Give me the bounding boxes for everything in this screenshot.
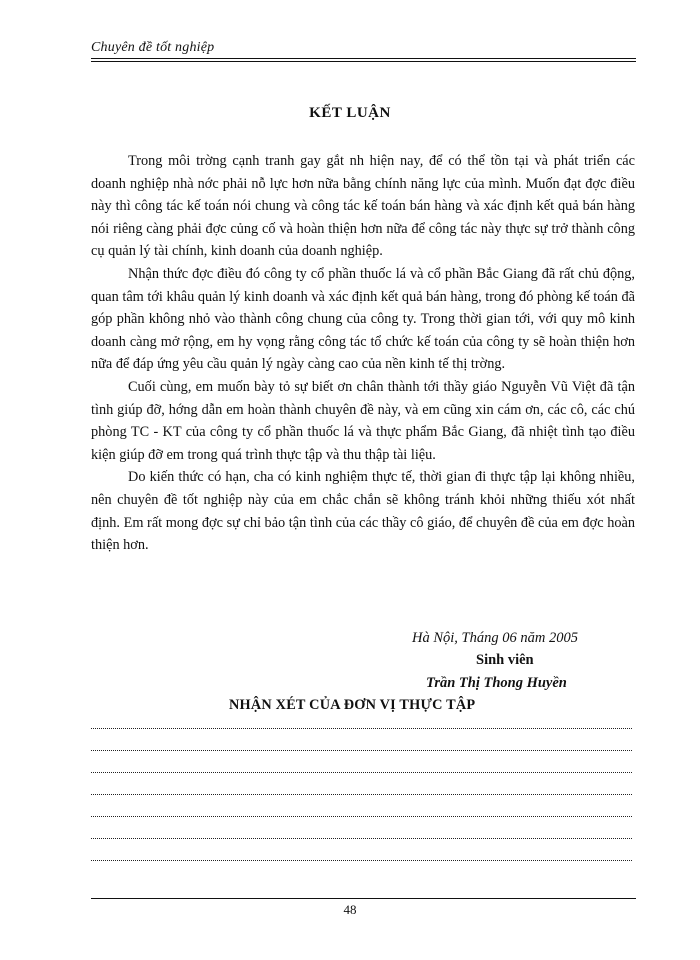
header-rule-thick (91, 58, 636, 59)
header-title: Chuyên đề tốt nghiệp (91, 40, 215, 55)
signature-role: Sinh viên (476, 652, 534, 668)
paragraph-2: Nhận thức đợc điều đó công ty cổ phần thuốc lá và cổ phần Bắc Giang đã rất chủ động, quan tâm tới khâu quản lý kinh doanh và xác định kết quả bán hàng, trong đó phòng kế toán đã góp phần không nhỏ vào thành công chung của công ty. Trong thời gian tới, với quy mô kinh doanh càng mở rộng, em hy vọng rằng công tác tổ chức kế toán của công ty sẽ hoàn thiện hơn nữa để đáp ứng yêu cầu quản lý ngày càng cao của nền kinh tế thị trờng. (91, 265, 635, 373)
remarks-dotted-line (91, 750, 632, 751)
remarks-dotted-line (91, 772, 632, 773)
remarks-dotted-line (91, 816, 632, 817)
page-header (91, 40, 636, 62)
signature-name: Trần Thị Thong Huyền (426, 675, 567, 691)
page-number: 48 (343, 902, 357, 917)
remarks-dotted-line (91, 728, 632, 729)
remarks-dotted-line (91, 794, 632, 795)
conclusion-body (91, 150, 635, 557)
footer-rule (91, 898, 636, 899)
header-rule-thin (91, 61, 636, 62)
remarks-title: NHẬN XÉT CỦA ĐƠN VỊ THỰC TẬP (229, 697, 476, 713)
paragraph-4: Do kiến thức có hạn, cha có kinh nghiệm thực tế, thời gian đi thực tập lại không nhiều, nên chuyên đề tốt nghiệp này của em chắc chắn sẽ không tránh khỏi những thiếu xót nhất định. Em rất mong đợc sự chỉ bảo tận tình của các thầy cô giáo, để chuyên đề của em đợc hoàn thiện hơn. (91, 469, 635, 554)
paragraph-3: Cuối cùng, em muốn bày tỏ sự biết ơn chân thành tới thầy giáo Nguyễn Vũ Việt đã tận tình giúp đỡ, hớng dẫn em hoàn thành chuyên đề này, và em cũng xin cám ơn, các cô, các chú phòng TC - KT của công ty cổ phần thuốc lá và thực phẩm Bắc Giang, đã nhiệt tình tạo điều kiện giúp đỡ em trong quá trình thực tập và thu thập tài liệu. (91, 378, 635, 463)
signature-place-date: Hà Nội, Tháng 06 năm 2005 (412, 630, 578, 646)
section-title: KẾT LUẬN (309, 105, 391, 121)
paragraph-1: Trong môi trờng cạnh tranh gay gắt nh hiện nay, để có thể tồn tại và phát triển các doanh nghiệp nhà nớc phải nỗ lực hơn nữa bằng chính năng lực của mình. Muốn đạt đợc điều này thì công tác kế toán nói chung và công tác kế toán bán hàng và xác định kết quả bán hàng nói riêng càng phải đợc củng cố và hoàn thiện hơn nữa để công tác này thực sự trở thành công cụ quản lý tài chính, kinh doanh của doanh nghiệp. (91, 153, 635, 260)
remarks-dotted-line (91, 860, 632, 861)
remarks-dotted-line (91, 838, 632, 839)
